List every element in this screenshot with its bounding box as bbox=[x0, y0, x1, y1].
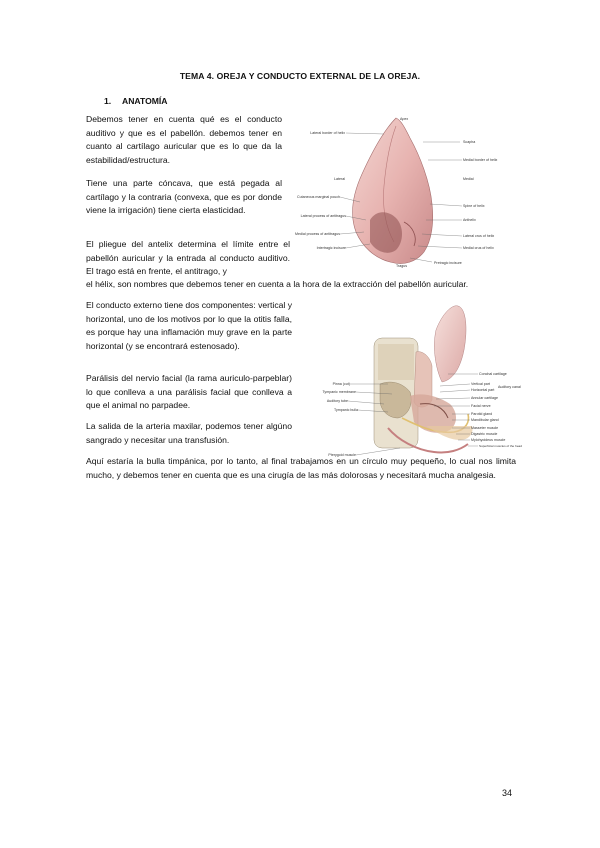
label-right-3: Spine of helix bbox=[463, 204, 485, 208]
label2-left-0: Pinna (cut) bbox=[332, 382, 350, 386]
label-right-2: Medial bbox=[463, 177, 474, 181]
paragraph-6: Parálisis del nervio facial (la rama auriculo-parpeblar) lo que conlleva a una parálisis facial que conlleva a que el animal no parpadee. bbox=[86, 373, 292, 411]
paragraph-5: El conducto externo tiene dos componentes: vertical y horizontal, uno de los motivos por lo que la otitis falla, es porque hay una inflamación muy grave en la parte horizontal (y se encontrará estenosado). bbox=[86, 300, 292, 351]
label2-right-6: Parotid gland bbox=[471, 412, 493, 416]
paragraph-8: Aquí estaría la bulla timpánica, por lo tanto, al final trabajamos en un círculo muy pequeño, lo cual nos limita mucho, y debemos tener en cuenta que es una cirugía de las más dolorosas y necesitará mucha analgesia. bbox=[86, 456, 516, 480]
label2-right-11: Superficial muscles of the head bbox=[479, 444, 522, 448]
section-number: 1. bbox=[104, 96, 112, 106]
label2-right-5: Facial nerve bbox=[471, 404, 491, 408]
label-right-0: Scapha bbox=[463, 140, 476, 144]
label-tragus: Tragus bbox=[396, 264, 408, 268]
label-left-1: Lateral bbox=[334, 177, 345, 181]
label-right-1: Medial border of helix bbox=[463, 158, 498, 162]
label2-right-1: Vertical part bbox=[471, 382, 490, 386]
label-left-2: Cutaneous marginal pouch bbox=[297, 195, 340, 199]
label-right-4: Anthelix bbox=[463, 218, 476, 222]
label-right-6: Medial crus of helix bbox=[463, 246, 494, 250]
label2-right-10: Mylohyoideus muscle bbox=[471, 438, 506, 442]
ear-canal-figure bbox=[318, 300, 528, 460]
label2-left-3: Tympanic bulla bbox=[334, 408, 358, 412]
label2-right-4: Annular cartilage bbox=[471, 396, 498, 400]
label2-left-4: Pterygoid muscle bbox=[328, 453, 356, 457]
paragraph-7: La salida de la arteria maxilar, podemos tener algúno sangrado y necesitar una transfusión. bbox=[86, 421, 292, 445]
label-apex: Apex bbox=[400, 117, 409, 121]
label2-right-9: Digastric muscle bbox=[471, 432, 498, 436]
label-right-7: Pretragic incisure bbox=[434, 261, 462, 265]
section-title: ANATOMÍA bbox=[122, 96, 168, 106]
label2-right-3: Auditory canal bbox=[498, 385, 521, 389]
paragraph-1: Debemos tener en cuenta qué es el conducto auditivo y que es el pabellón. debemos tener en cuanto al cartílago auricular que es lo que da la estabilidad/estructura. bbox=[86, 114, 282, 165]
label-left-4: Medial process of antitragus bbox=[295, 232, 340, 236]
label2-right-2: Horizontal part bbox=[471, 388, 495, 392]
label-right-5: Lateral crus of helix bbox=[463, 234, 495, 238]
label2-right-8: Masseter muscle bbox=[471, 426, 499, 430]
label2-left-1: Tympanic membrane bbox=[322, 390, 356, 394]
page-title: TEMA 4. OREJA Y CONDUCTO EXTERNAL DE LA OREJA. bbox=[179, 71, 421, 81]
label-left-5: Intertragic incisure bbox=[316, 246, 346, 250]
ear-canal-illustration bbox=[318, 300, 528, 460]
paragraph-3: El pliegue del antelix determina el límite entre el pabellón auricular y la entrada al conducto auditivo. El trago está en frente, el antitrago, y bbox=[86, 239, 290, 277]
label2-left-2: Auditory tube bbox=[326, 399, 348, 403]
label-left-3: Lateral process of antitragus bbox=[300, 214, 346, 218]
label2-right-0: Conchal cartilage bbox=[479, 372, 507, 376]
paragraph-2: Tiene una parte cóncava, que está pegada al cartílago y la contraria (convexa, que es por donde viene la irrigación) tiene cierta elasticidad. bbox=[86, 178, 282, 216]
label-left-0: Lateral border of helix bbox=[310, 131, 345, 135]
label2-right-7: Mandibular gland bbox=[471, 418, 499, 422]
section-heading bbox=[104, 96, 168, 106]
page-number: 34 bbox=[502, 788, 513, 798]
paragraph-4: el hélix, son nombres que debemos tener en cuenta a la hora de la extracción del pabellón auricular. bbox=[86, 279, 469, 289]
ear-pinna-figure bbox=[295, 112, 525, 272]
